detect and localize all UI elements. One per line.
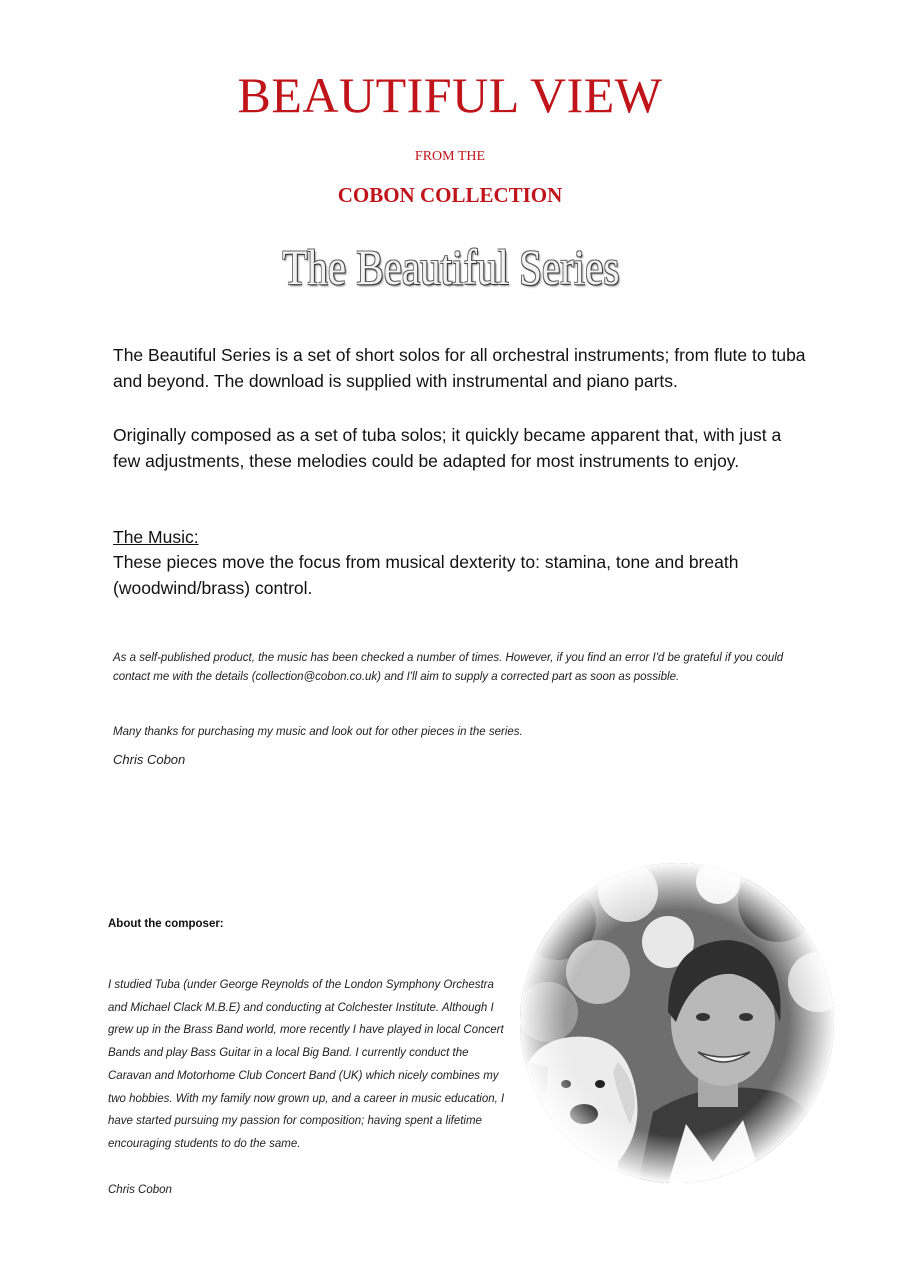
about-composer-heading: About the composer: <box>108 918 224 930</box>
collection-name: COBON COLLECTION <box>337 183 563 207</box>
from-the-label: FROM THE <box>414 149 486 164</box>
page-title: BEAUTIFUL VIEW <box>237 67 663 123</box>
intro-paragraph-1: The Beautiful Series is a set of short solos for all orchestral instruments; from flute to tuba and beyond. The download is supplied with instrumental and piano parts. <box>113 345 806 391</box>
series-logo: The Beautiful Series <box>282 239 620 295</box>
music-heading: The Music: <box>113 527 199 547</box>
music-paragraph: These pieces move the focus from musical dexterity to: stamina, tone and breath (woodwind/brass) control. <box>113 552 739 598</box>
note-signature: Chris Cobon <box>113 752 186 767</box>
composer-bio: I studied Tuba (under George Reynolds of the London Symphony Orchestra and Michael Clack M.B.E) and conducting at Colchester Institute. Although I grew up in the Brass Band world, more recently I have played in local Concert Bands and play Bass Guitar in a local Big Band. I currently conduct the Caravan and Motorhome Club Concert Band (UK) which nicely combines my two hobbies. With my family now grown up, and a career in music education, I have started pursuing my passion for composition; having spent a lifetime encouraging students to do the same. <box>108 979 505 1150</box>
intro-paragraph-2: Originally composed as a set of tuba solos; it quickly became apparent that, with just a few adjustments, these melodies could be adapted for most instruments to enjoy. <box>113 425 782 471</box>
errata-note: As a self-published product, the music has been checked a number of times. However, if you find an error I'd be grateful if you could contact me with the details (collection@cobon.co.uk) and I'll aim to supply a corrected part as soon as possible. <box>113 652 784 683</box>
bio-signature: Chris Cobon <box>108 1184 172 1196</box>
composer-portrait-image <box>518 862 836 1184</box>
thanks-note: Many thanks for purchasing my music and look out for other pieces in the series. <box>113 726 523 738</box>
